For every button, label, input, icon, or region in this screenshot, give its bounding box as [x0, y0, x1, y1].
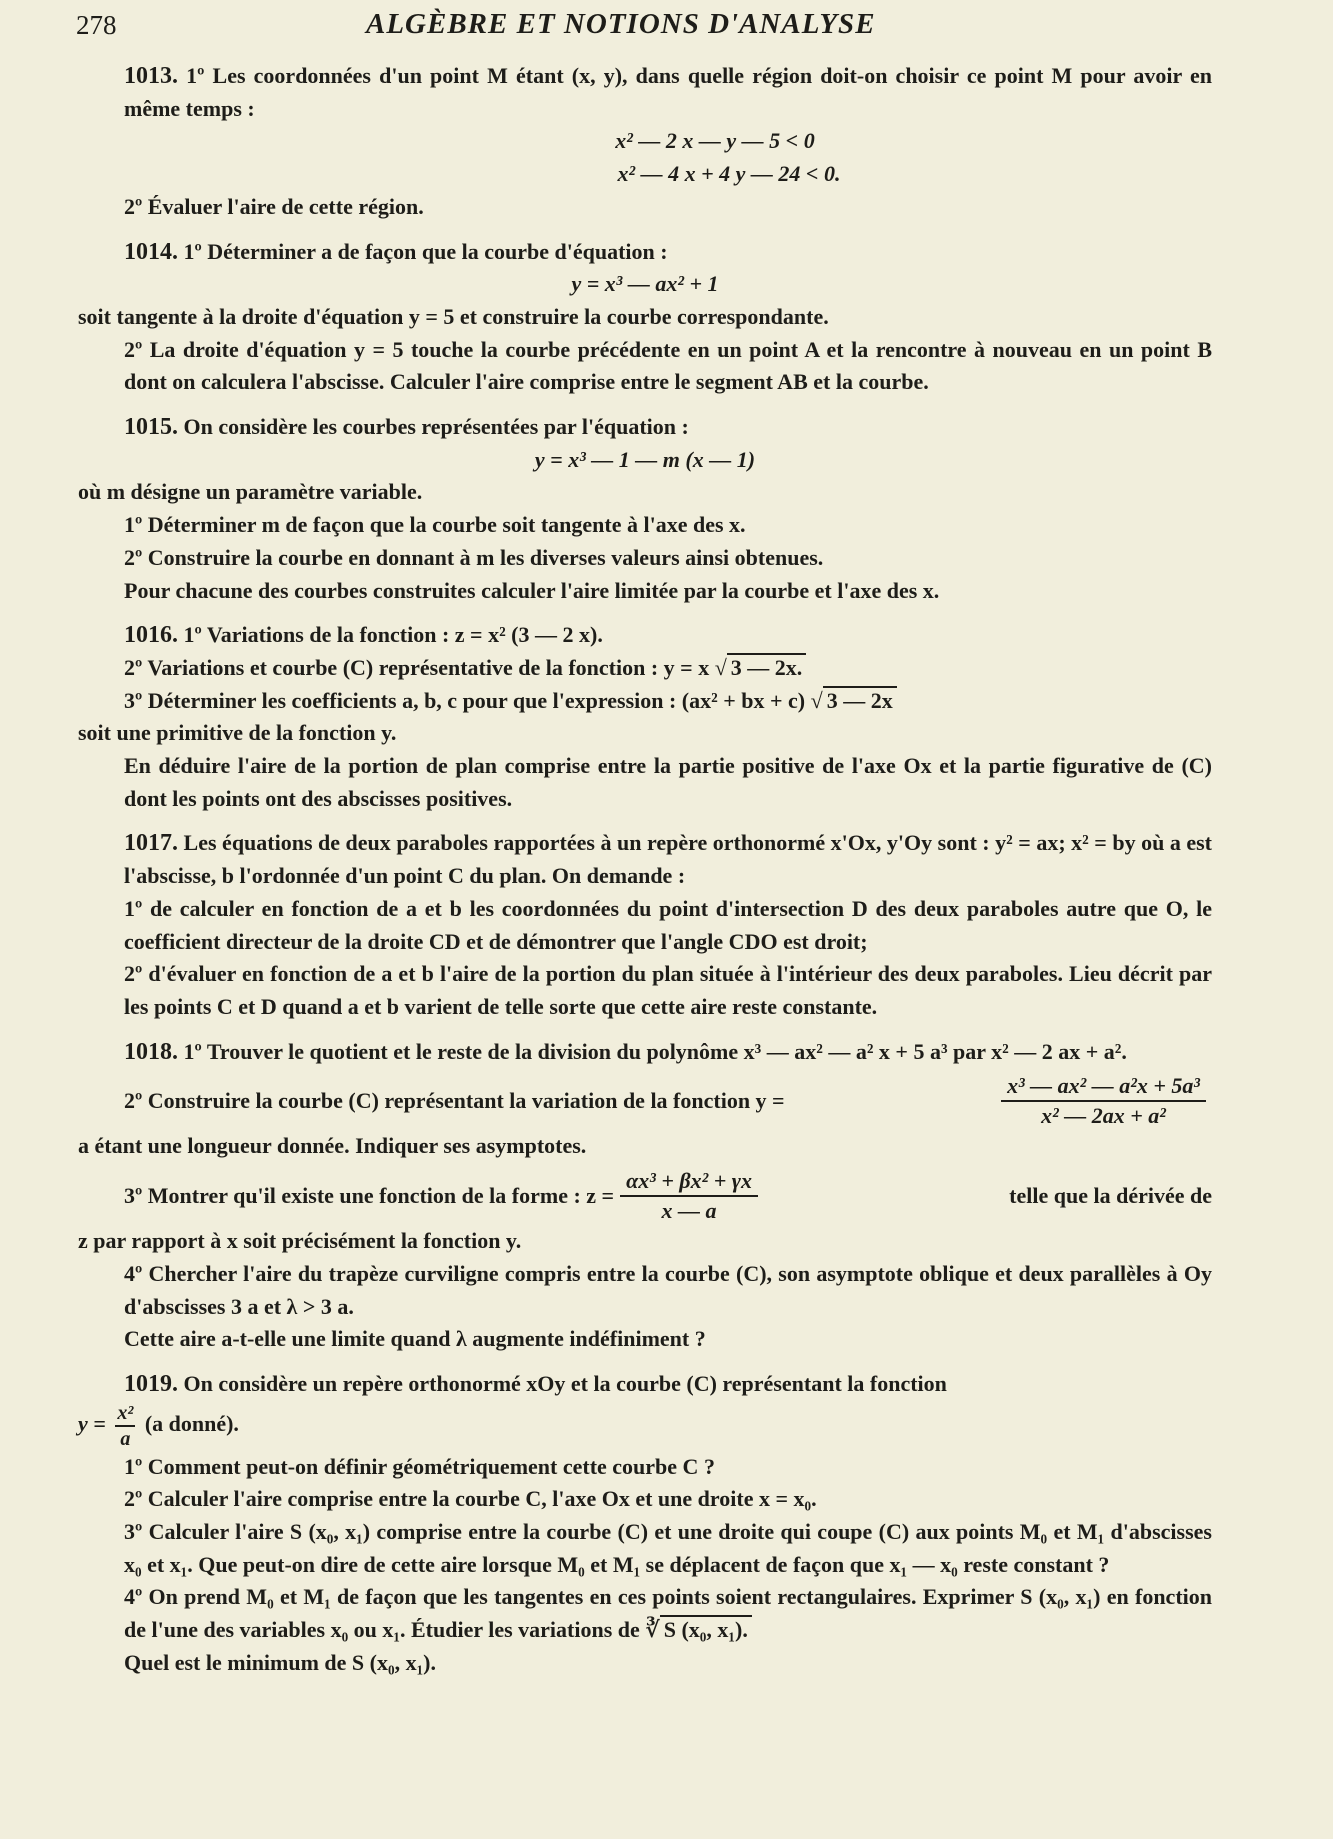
fraction-denominator: x — a: [661, 1198, 717, 1224]
page-header: [0, 6, 1333, 46]
running-title: ALGÈBRE ET NOTIONS D'ANALYSE: [366, 8, 876, 40]
fraction-denominator: a: [120, 1427, 131, 1450]
radicand: S (x₀, x₁).: [660, 1615, 752, 1642]
exercise-text: 2º Variations et courbe (C) représentative de la fonction : y = x: [124, 654, 710, 680]
fraction: [115, 1401, 135, 1451]
exercise-text: Quel est le minimum de S (x₀, x₁).: [124, 1649, 437, 1675]
exercise-1019: [78, 1368, 1212, 1680]
exercise-number: 1016.: [124, 622, 178, 649]
exercise-1017: [78, 827, 1212, 1023]
exercise-text: 1º Variations de la fonction : z = x² (3 — 2 x).: [183, 622, 603, 648]
exercise-text: 2º Construire la courbe (C) représentant la variation de la fonction y =: [124, 1088, 785, 1114]
exercise-1018: [78, 1036, 1212, 1356]
exercise-1014: [78, 236, 1212, 400]
exercise-number: 1013.: [124, 63, 178, 89]
exercise-text: 2º d'évaluer en fonction de a et b l'aire de la portion du plan située à l'intérieur des deux paraboles. Lieu décrit par les points C et D quand a et b varient de telle sorte que cette aire reste constante.: [124, 961, 1212, 1019]
exercise-1015: [78, 411, 1212, 607]
exercise-1016: 1016. 1º Variations de la fonction : z = x² (3 — 2 x). 2º Variations et courbe (C) représentative de la fonction : y = x √ 3 — 2x. 3º Déterminer les coefficients a, b, c pour que l'expression : (ax² + bx + c) √ 3 — 2x soit une primitive de la fonction y. En déduire l'aire de la portion de plan comprise entre la partie positive de l'axe Ox et la partie figurative de (C) dont les points ont des abscisses positives.: [78, 619, 1212, 815]
exercise-number: 1017.: [124, 830, 178, 857]
exercise-text: 1º Comment peut-on définir géométriquement cette courbe C ?: [124, 1453, 715, 1479]
exercise-text: Pour chacune des courbes construites calculer l'aire limitée par la courbe et l'axe des x.: [124, 577, 940, 603]
exercise-text: 2º Construire la courbe en donnant à m les diverses valeurs ainsi obtenues.: [124, 544, 824, 570]
exercise-text: z par rapport à x soit précisément la fonction y.: [78, 1228, 522, 1254]
exercise-text: soit une primitive de la fonction y.: [78, 720, 397, 746]
fraction-denominator: x² — 2ax + a²: [1041, 1103, 1166, 1129]
exercise-number: 1014.: [124, 238, 178, 265]
fraction-numerator: x³ — ax² — a²x + 5a³: [1001, 1072, 1206, 1102]
exercise-text: telle que la dérivée de: [1009, 1182, 1212, 1208]
exercise-text: où m désigne un paramètre variable.: [78, 479, 423, 505]
exercise-text: 4º Chercher l'aire du trapèze curviligne compris entre la courbe (C), son asymptote oblique et deux parallèles à Oy d'abscisses 3 a et λ > 3 a.: [124, 1260, 1212, 1319]
exercise-text: Les équations de deux paraboles rapportées à un repère orthonormé x'Ox, y'Oy sont : y² = ax; x² = by où a est l'abscisse, b l'ordonnée d'un point C du plan. On demande :: [124, 830, 1213, 889]
exercise-text: 3º Déterminer les coefficients a, b, c pour que l'expression : (ax² + bx + c): [124, 687, 806, 713]
exercise-text: (a donné).: [144, 1410, 239, 1436]
exercise-number: 1019.: [124, 1370, 178, 1397]
exercise-number: 1015.: [124, 414, 178, 441]
exercise-number: 1018.: [124, 1038, 178, 1065]
radicand: 3 — 2x.: [727, 653, 807, 680]
exercise-text: a étant une longueur donnée. Indiquer ses asymptotes.: [78, 1133, 587, 1159]
exercise-text: 2º Évaluer l'aire de cette région.: [124, 193, 424, 219]
equation: x² — 2 x — y — 5 < 0: [615, 128, 815, 154]
exercise-text: 2º La droite d'équation y = 5 touche la courbe précédente en un point A et la rencontre à nouveau en un point B dont on calculera l'abscisse. Calculer l'aire comprise entre le segment AB et la courbe.: [124, 336, 1212, 395]
equation: y = x³ — ax² + 1: [571, 271, 719, 297]
exercise-text: En déduire l'aire de la portion de plan comprise entre la partie positive de l'axe Ox et la partie figurative de (C) dont les points ont des abscisses positives.: [124, 753, 1212, 811]
exercise-text: 2º Calculer l'aire comprise entre la courbe C, l'axe Ox et une droite x = x₀.: [124, 1486, 817, 1512]
page-body: [78, 60, 1212, 1680]
exercise-text: 1º Déterminer m de façon que la courbe soit tangente à l'axe des x.: [124, 512, 746, 538]
fraction: [1001, 1072, 1206, 1130]
equation-lhs: y =: [78, 1410, 106, 1436]
exercise-text: 3º Montrer qu'il existe une fonction de la forme : z =: [124, 1182, 615, 1208]
fraction-numerator: x²: [115, 1401, 135, 1427]
radicand: 3 — 2x: [823, 686, 897, 713]
equation: y = x³ — 1 — m (x — 1): [534, 446, 756, 472]
exercise-text: 1º Les coordonnées d'un point M étant (x, y), dans quelle région doit-on choisir ce point M pour avoir en même temps :: [124, 63, 1213, 121]
exercise-text: 1º de calculer en fonction de a et b les coordonnées du point d'intersection D des deux paraboles autre que O, le coefficient directeur de la droite CD et de démontrer que l'angle CDO est droit;: [124, 895, 1212, 954]
equation: x² — 4 x + 4 y — 24 < 0.: [617, 161, 841, 187]
exercise-text: 1º Déterminer a de façon que la courbe d'équation :: [183, 238, 668, 264]
exercise-1013: [78, 60, 1212, 224]
exercise-text: 1º Trouver le quotient et le reste de la division du polynôme x³ — ax² — a² x + 5 a³ par x² — 2 ax + a².: [183, 1038, 1127, 1064]
exercise-text: 3º Calculer l'aire S (x₀, x₁) comprise entre la courbe (C) et une droite qui coupe (C) aux points M₀ et M₁ d'abscisses x₀ et x₁. Que peut-on dire de cette aire lorsque M₀ et M₁ se déplacent de façon que x₁ — x₀ reste constant ?: [124, 1519, 1212, 1577]
page-number: 278: [76, 10, 117, 40]
exercise-text: soit tangente à la droite d'équation y = 5 et construire la courbe correspondante.: [78, 303, 829, 329]
exercise-text: 4º On prend M₀ et M₁ de façon que les tangentes en ces points soient rectangulaires. Exprimer S (x₀, x₁) en fonction de l'une des variables x₀ ou x₁. Étudier les variations de: [124, 1584, 1212, 1643]
exercise-text: On considère les courbes représentées par l'équation :: [183, 414, 689, 440]
exercise-text: Cette aire a-t-elle une limite quand λ augmente indéfiniment ?: [124, 1326, 706, 1352]
cube-root-sign: ∛: [645, 1617, 660, 1643]
fraction: [620, 1167, 758, 1225]
exercise-text: On considère un repère orthonormé xOy et la courbe (C) représentant la fonction: [183, 1370, 947, 1396]
fraction-numerator: αx³ + βx² + γx: [620, 1167, 758, 1197]
